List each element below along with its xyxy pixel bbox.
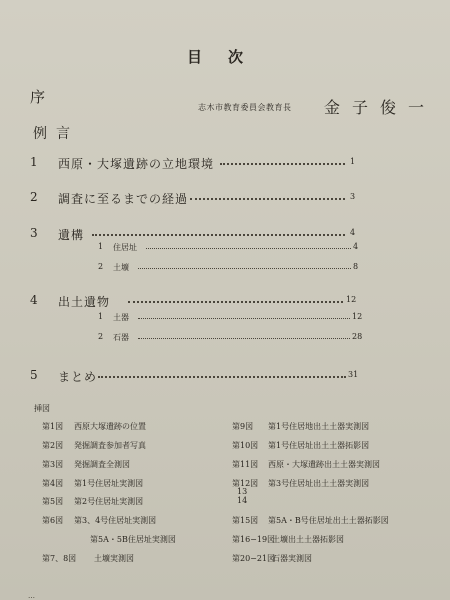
- chapter-page: 4: [350, 228, 356, 237]
- figure-caption: 第2号住居址実測図: [74, 497, 144, 506]
- figure-number: 第7、8図: [42, 554, 77, 563]
- section-number: 2: [98, 332, 104, 341]
- toc-section-4-1[interactable]: [98, 312, 364, 323]
- section-title: 土器: [113, 313, 129, 322]
- figure-caption: 土壙実測図: [94, 554, 134, 563]
- leader-dots: [220, 163, 345, 165]
- figure-caption: 第3号住居址出土土器実測図: [268, 479, 370, 488]
- chapter-number: 4: [30, 293, 38, 307]
- leader-dots: [138, 268, 351, 269]
- section-page: 12: [352, 312, 363, 321]
- figure-caption: 石器実測図: [272, 554, 312, 563]
- section-title: 石器: [113, 333, 129, 342]
- section-title: 土壙: [113, 263, 129, 272]
- cut-off-text: …: [28, 592, 35, 600]
- leader-dots: [92, 234, 345, 236]
- figure-number: 14: [237, 496, 248, 505]
- toc-chapter-5[interactable]: [30, 368, 372, 384]
- chapter-page: 12: [346, 295, 357, 304]
- toc-chapter-2[interactable]: [30, 190, 360, 206]
- figure-caption: 第1号住居地出土土器実測図: [268, 422, 370, 431]
- section-title: 住居址: [113, 243, 137, 252]
- chapter-title: 調査に至るまでの経過: [58, 192, 189, 206]
- figure-number: 第4図: [42, 479, 64, 488]
- figure-caption: 発掘調査参加者写真: [74, 441, 146, 450]
- figure-number: 第20−21図: [232, 554, 276, 563]
- section-number: 2: [98, 262, 104, 271]
- figure-number: 第9図: [232, 422, 254, 431]
- toc-chapter-4[interactable]: [30, 293, 372, 309]
- chapter-title: 出土遺物: [58, 295, 111, 309]
- figure-number: 第11図: [232, 460, 259, 469]
- section-page: 28: [352, 332, 363, 341]
- figure-caption: 第5A・5B住居址実測図: [90, 535, 176, 544]
- figure-caption: 第1号住居址実測図: [74, 479, 144, 488]
- figure-number: 第16−19図: [232, 535, 276, 544]
- figures-heading: 挿図: [34, 404, 50, 413]
- author-title: 志木市教育委員会教育長: [198, 103, 292, 112]
- chapter-number: 2: [30, 190, 38, 204]
- chapter-page: 31: [348, 370, 359, 379]
- chapter-title: 西原・大塚遺跡の立地環境: [58, 157, 215, 171]
- leader-dots: [128, 301, 343, 303]
- toc-section-4-2[interactable]: [98, 332, 364, 343]
- section-page: 4: [353, 242, 359, 251]
- section-number: 1: [98, 312, 104, 321]
- leader-dots: [138, 318, 350, 319]
- figure-number: 第3図: [42, 460, 64, 469]
- figure-caption: 第3、4号住居址実測図: [74, 516, 157, 525]
- chapter-number: 5: [30, 368, 38, 382]
- toc-section-3-2[interactable]: [98, 262, 360, 273]
- chapter-page: 1: [350, 157, 356, 166]
- figure-caption: 第5A・B号住居址出土土器拓影図: [268, 516, 389, 525]
- figure-number: 第5図: [42, 497, 64, 506]
- figure-number: 第10図: [232, 441, 259, 450]
- chapter-number: 3: [30, 226, 38, 240]
- leader-dots: [146, 248, 351, 249]
- figure-number: 第2図: [42, 441, 64, 450]
- toc-chapter-3[interactable]: [30, 226, 360, 242]
- figure-number: 第12図: [232, 479, 259, 488]
- chapter-page: 3: [350, 192, 356, 201]
- figure-caption: 西原大塚遺跡の位置: [74, 422, 146, 431]
- figure-number: 第6図: [42, 516, 64, 525]
- figure-caption: 第1号住居址出土土器拓影図: [268, 441, 370, 450]
- toc-entry-preface[interactable]: 序: [30, 88, 46, 106]
- section-number: 1: [98, 242, 104, 251]
- page-title: 目次: [187, 48, 270, 66]
- figure-caption: 土壙出土土器拓影図: [272, 535, 344, 544]
- chapter-number: 1: [30, 155, 38, 169]
- chapter-title: 遺構: [58, 228, 85, 242]
- leader-dots: [190, 198, 345, 200]
- figure-number: 13: [237, 487, 248, 496]
- figure-caption: 西原・大塚遺跡出土土器実測図: [268, 460, 380, 469]
- figure-caption: 発掘調査全測図: [74, 460, 130, 469]
- toc-entry-notes[interactable]: 例言: [33, 126, 79, 142]
- leader-dots: [138, 338, 350, 339]
- author-name: 金子俊一: [324, 98, 437, 117]
- figure-number: 第1図: [42, 422, 64, 431]
- chapter-title: まとめ: [58, 370, 98, 384]
- toc-chapter-1[interactable]: [30, 155, 360, 171]
- figure-number: 第15図: [232, 516, 259, 525]
- section-page: 8: [353, 262, 359, 271]
- leader-dots: [98, 376, 346, 378]
- toc-section-3-1[interactable]: [98, 242, 360, 253]
